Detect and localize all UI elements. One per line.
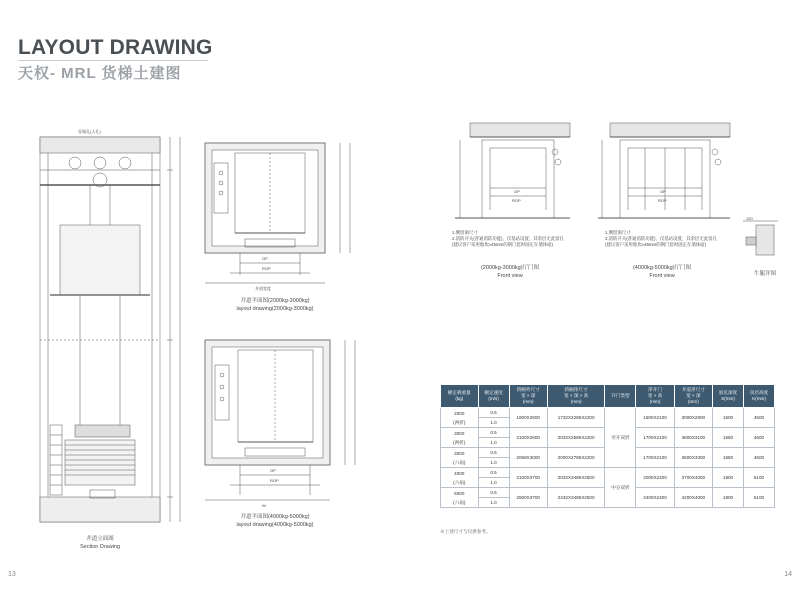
door-type-cell: 中分双折 — [605, 468, 636, 508]
svg-text:OP: OP — [262, 256, 268, 261]
table-header-cell: 井道净尺寸 宽 × 深 (mm) — [674, 385, 712, 408]
layout-large-caption: 井道平面图(4000kg-5000kg) layout drawing(4000kg-5000kg) — [236, 514, 314, 528]
svg-text:OP: OP — [660, 189, 666, 194]
front-large-caption: (4000kg-5000kg)厅门图 Front view — [632, 265, 692, 279]
speed-cell: 1.0 — [478, 478, 509, 488]
table-header-cell: 额定载重量 (kg) — [441, 385, 479, 408]
top-cell: 4600 — [743, 448, 774, 468]
pit-cell: 1650 — [713, 448, 744, 468]
table-header-cell: 顶层高度 K(mm) — [743, 385, 774, 408]
sill-detail — [738, 215, 788, 270]
svg-text:井道宽度: 井道宽度 — [255, 286, 271, 291]
top-cell: 4500 — [743, 408, 774, 428]
section-drawing — [20, 125, 190, 535]
opening-cell: 2400X2400 — [636, 488, 674, 508]
page-title: LAYOUT DRAWING — [18, 36, 213, 59]
opening-cell: 2000X2400 — [636, 468, 674, 488]
page-subtitle: 天权- MRL 货梯土建图 — [18, 65, 182, 82]
svg-text:OP: OP — [514, 189, 520, 194]
speed-cell: 1.0 — [478, 458, 509, 468]
sill-caption: 牛腿详图 — [753, 271, 776, 277]
hoistway-cell: 3000X2800 — [674, 408, 712, 428]
svg-text:ROP: ROP — [658, 198, 667, 203]
table-header-row — [441, 385, 775, 408]
car-inner-cell: 2032X2585X2200 — [547, 428, 605, 448]
pit-cell: 1800 — [713, 468, 744, 488]
speed-cell: 1.0 — [478, 498, 509, 508]
car-outer-cell: 1800X2500 — [509, 408, 547, 428]
speed-cell: 1.0 — [478, 418, 509, 428]
car-outer-cell: 2100X2800 — [509, 428, 547, 448]
load-cell: 5000 (六扇) — [441, 488, 479, 508]
speed-cell: 1.0 — [478, 438, 509, 448]
spec-table — [440, 384, 775, 508]
car-outer-cell: 2100X3700 — [509, 468, 547, 488]
table-row — [441, 468, 775, 478]
load-cell: 4000 (六扇) — [441, 468, 479, 488]
section-caption: 井道立面图 Section Drawing — [79, 536, 121, 550]
front-small-notes: 1.侧留洞尺寸 2.消防开关(普通消防功能)，仅基站设置，其余层无此留孔 (建议客户采用地坎≥45mm的钢门套时固定在墙体面) — [452, 230, 564, 247]
front-large-notes: 1.侧留洞尺寸 2.消防开关(普通消防功能)，仅基站设置，其余层无此留孔 (建议客户采用地坎≥45mm的钢门套时固定在墙体面) — [605, 230, 717, 247]
front-small-caption: (2000kg-3000kg)厅门图 Front view — [480, 265, 540, 279]
table-header-cell: 净开门 宽 × 高 (mm) — [636, 385, 674, 408]
table-row — [441, 408, 775, 418]
hoistway-cell: 4200X4000 — [674, 488, 712, 508]
svg-text:ROP: ROP — [270, 478, 279, 483]
load-cell: 3000 (两折) — [441, 428, 479, 448]
car-outer-cell: 2068X3000 — [509, 448, 547, 468]
layout-plan-small — [200, 135, 360, 295]
car-inner-cell: 2032X3485X2500 — [547, 468, 605, 488]
pit-cell: 1650 — [713, 428, 744, 448]
car-outer-cell: 2500X3700 — [509, 488, 547, 508]
svg-text:W: W — [262, 503, 266, 508]
speed-cell: 0.5 — [478, 448, 509, 458]
table-header-cell: 轿厢外尺寸 宽 × 深 (mm) — [509, 385, 547, 408]
load-cell: 2000 (两折) — [441, 408, 479, 428]
car-inner-cell: 1732X2285X2200 — [547, 408, 605, 428]
top-cell: 5100 — [743, 488, 774, 508]
table-header-cell: 底坑深度 S(mm) — [713, 385, 744, 408]
load-cell: 3000 (六扇) — [441, 448, 479, 468]
title-divider — [18, 60, 208, 61]
opening-cell: 1700X2100 — [636, 428, 674, 448]
car-inner-cell: 2432X3485X2500 — [547, 488, 605, 508]
car-inner-cell: 2000X2785X2200 — [547, 448, 605, 468]
speed-cell: 0.5 — [478, 488, 509, 498]
table-header-cell: 额定速度 (m/s) — [478, 385, 509, 408]
front-view-large — [590, 118, 740, 228]
hoistway-cell: 3800X3100 — [674, 428, 712, 448]
opening-cell: 1700X2100 — [636, 448, 674, 468]
door-type-cell: 旁开双折 — [605, 408, 636, 468]
layout-small-caption: 井道平面图(2000kg-3000kg) layout drawing(2000kg-3000kg) — [236, 298, 314, 312]
page-number-right: 14 — [784, 571, 792, 578]
svg-text:120: 120 — [746, 216, 753, 221]
hoistway-cell: 3600X3300 — [674, 448, 712, 468]
layout-plan-large — [200, 335, 365, 515]
svg-text:OP: OP — [270, 468, 276, 473]
speed-cell: 0.5 — [478, 408, 509, 418]
hoistway-cell: 3700X4000 — [674, 468, 712, 488]
manhole-label: 穿墙孔(人孔) — [78, 129, 101, 134]
page-number-left: 13 — [8, 571, 16, 578]
top-cell: 5100 — [743, 468, 774, 488]
speed-cell: 0.5 — [478, 428, 509, 438]
opening-cell: 1500X2100 — [636, 408, 674, 428]
table-header-cell: 开门类型 — [605, 385, 636, 408]
pit-cell: 1500 — [713, 408, 744, 428]
top-cell: 4600 — [743, 428, 774, 448]
svg-text:ROP: ROP — [262, 266, 271, 271]
front-view-small — [440, 118, 580, 228]
table-note: ※上述尺寸与仅供参考。 — [440, 529, 491, 534]
table-header-cell: 轿厢净尺寸 宽 × 深 × 高 (mm) — [547, 385, 605, 408]
svg-text:ROP: ROP — [512, 198, 521, 203]
speed-cell: 0.5 — [478, 468, 509, 478]
pit-cell: 1800 — [713, 488, 744, 508]
